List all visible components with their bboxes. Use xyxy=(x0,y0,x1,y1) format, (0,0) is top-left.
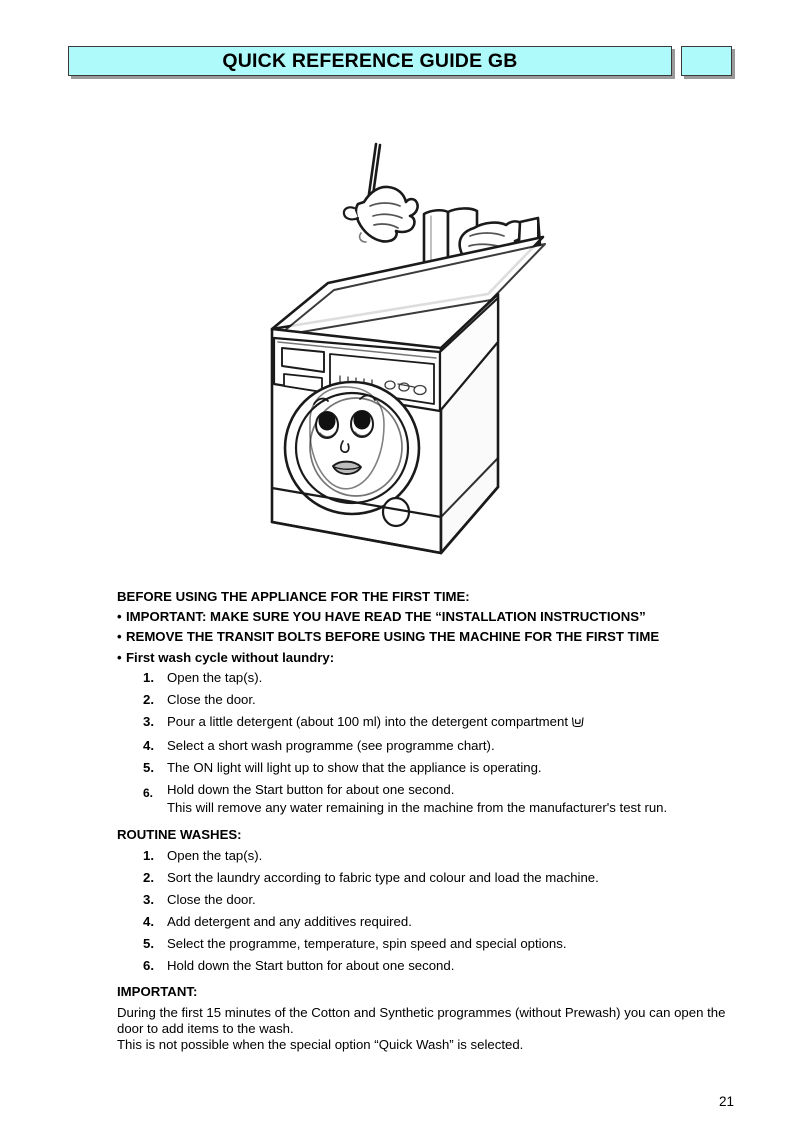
list-item xyxy=(117,937,742,951)
list-item xyxy=(117,849,742,863)
list-item xyxy=(117,761,742,775)
list-item xyxy=(117,959,742,973)
page-number: 21 xyxy=(718,1094,734,1109)
hand-holding-pen xyxy=(344,187,418,242)
list-item xyxy=(117,915,742,929)
list-item xyxy=(117,893,742,907)
bullet-text: IMPORTANT: MAKE SURE YOU HAVE READ THE “INSTALLATION INSTRUCTIONS” xyxy=(126,609,646,625)
step-number: 2. xyxy=(143,869,154,885)
important-line-1: During the first 15 minutes of the Cotton and Synthetic programmes (without Prewash) you xyxy=(117,1004,646,1020)
bullet-item xyxy=(117,651,742,664)
washing-machine-illustration xyxy=(248,136,588,556)
step-text: Add detergent and any additives required. xyxy=(167,913,412,929)
steps-list-routine-washes xyxy=(117,849,742,973)
step-text: Close the door. xyxy=(167,691,256,707)
step-number: 5. xyxy=(143,760,154,776)
step-text: Hold down the Start button for about one second. xyxy=(167,782,455,798)
step-number: 6. xyxy=(143,957,154,973)
bullet-item xyxy=(117,630,742,643)
filter-cap xyxy=(383,498,409,526)
section-heading-important: IMPORTANT: xyxy=(117,983,198,999)
step-text: Sort the laundry according to fabric type and colour and load the machine. xyxy=(167,869,599,885)
important-paragraph xyxy=(117,1005,742,1053)
important-line-3: This is not possible when the special option “Quick Wash” is selected. xyxy=(117,1037,524,1053)
step-number: 1. xyxy=(143,669,154,685)
section-heading-before-first-use: BEFORE USING THE APPLIANCE FOR THE FIRST TIME: xyxy=(117,589,470,604)
step-number: 1. xyxy=(143,847,154,863)
bullet-text: REMOVE THE TRANSIT BOLTS BEFORE USING THE MACHINE FOR THE FIRST TIME xyxy=(126,629,660,645)
washing-machine xyxy=(270,236,545,553)
list-item xyxy=(117,693,742,707)
step-text: Pour a little detergent (about 100 ml) into the detergent compartment xyxy=(167,715,742,731)
step-text: Close the door. xyxy=(167,891,256,907)
header-title-box xyxy=(68,46,672,76)
step-number: 4. xyxy=(143,738,154,754)
bullet-marker: • xyxy=(117,609,122,625)
step-number: 2. xyxy=(143,691,154,707)
important-line-2: can open the door to add items to the wash. xyxy=(117,1004,726,1036)
bullet-text: First wash cycle without laundry: xyxy=(126,649,335,665)
bullet-item xyxy=(117,610,742,623)
step-number: 5. xyxy=(143,935,154,951)
section-heading-routine-washes: ROUTINE WASHES: xyxy=(117,827,242,843)
list-item xyxy=(117,871,742,885)
header-language-box xyxy=(681,46,732,76)
step-text-continuation: This will remove any water remaining in the machine from the manufacturer's test run. xyxy=(167,800,668,816)
step-text: Open the tap(s). xyxy=(167,669,263,685)
step-text: Open the tap(s). xyxy=(167,847,263,863)
step-text: Select a short wash programme (see programme chart). xyxy=(167,738,495,754)
detergent-compartment-icon xyxy=(571,716,585,731)
list-item xyxy=(117,783,742,814)
step-number: 4. xyxy=(143,913,154,929)
step-text: The ON light will light up to show that the appliance is operating. xyxy=(167,760,542,776)
page-header xyxy=(68,46,735,78)
bullet-marker: • xyxy=(117,629,122,645)
step-number: 3. xyxy=(143,891,154,907)
list-item xyxy=(117,671,742,685)
page-title: QUICK REFERENCE GUIDE GB xyxy=(222,49,518,72)
list-item xyxy=(117,715,742,731)
step-number: 3. xyxy=(143,713,154,729)
step-number: 6. xyxy=(143,786,154,801)
list-item xyxy=(117,739,742,753)
steps-list-before-first-use xyxy=(117,671,742,815)
step-text: Hold down the Start button for about one second. xyxy=(167,957,455,973)
bullet-marker: • xyxy=(117,649,122,665)
step-text: Select the programme, temperature, spin speed and special options. xyxy=(167,935,567,951)
instructions-content xyxy=(117,590,742,1053)
